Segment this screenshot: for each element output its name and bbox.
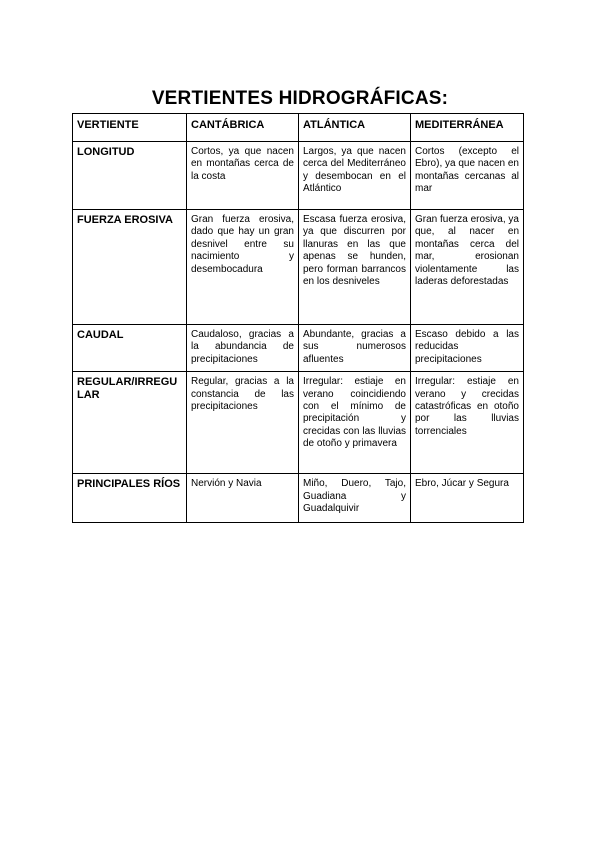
header-mediterranea: MEDITERRÁNEA: [411, 114, 524, 142]
table-cell: Abundante, gracias a sus numerosos afluentes: [299, 325, 411, 372]
table-cell: Irregular: estiaje en verano coincidiendo con el mínimo de precipitación y crecidas con las lluvias de otoño y primavera: [299, 372, 411, 474]
table-cell: Regular, gracias a la constancia de las precipitaciones: [187, 372, 299, 474]
table-cell: Cortos (excepto el Ebro), ya que nacen en montañas cercanas al mar: [411, 142, 524, 210]
table-row-longitud: [73, 142, 524, 210]
table-cell: Irregular: estiaje en verano y crecidas catastróficas en otoño por las lluvias torrenciales: [411, 372, 524, 474]
row-label: REGULAR/IRREGULAR: [73, 372, 187, 474]
header-cantabrica: CANTÁBRICA: [187, 114, 299, 142]
hydrography-table: [72, 113, 524, 523]
table-header-row: [73, 114, 524, 142]
table-cell: Caudaloso, gracias a la abundancia de precipitaciones: [187, 325, 299, 372]
table-row-caudal: [73, 325, 524, 372]
table-row-principales-rios: [73, 474, 524, 523]
table-cell: Escasa fuerza erosiva, ya que discurren por llanuras en las que apenas se hunden, pero forman barrancos en los desniveles: [299, 210, 411, 325]
header-vertiente: VERTIENTE: [73, 114, 187, 142]
table-cell: Escaso debido a las reducidas precipitaciones: [411, 325, 524, 372]
table-cell: Cortos, ya que nacen en montañas cerca de la costa: [187, 142, 299, 210]
table-cell: Gran fuerza erosiva, dado que hay un gran desnivel entre su nacimiento y desembocadura: [187, 210, 299, 325]
row-label: CAUDAL: [73, 325, 187, 372]
row-label: FUERZA EROSIVA: [73, 210, 187, 325]
table-cell: Gran fuerza erosiva, ya que, al nacer en montañas cerca del mar, erosionan violentamente las laderas deforestadas: [411, 210, 524, 325]
table-row-regular-irregular: [73, 372, 524, 474]
header-atlantica: ATLÁNTICA: [299, 114, 411, 142]
table-cell: Largos, ya que nacen cerca del Mediterráneo y desembocan en el Atlántico: [299, 142, 411, 210]
table-cell: Nervión y Navia: [187, 474, 299, 523]
row-label: PRINCIPALES RÍOS: [73, 474, 187, 523]
page-title: VERTIENTES HIDROGRÁFICAS:: [151, 88, 449, 109]
row-label: LONGITUD: [73, 142, 187, 210]
table-cell: Miño, Duero, Tajo, Guadiana y Guadalquivir: [299, 474, 411, 523]
table-cell: Ebro, Júcar y Segura: [411, 474, 524, 523]
table-row-fuerza-erosiva: [73, 210, 524, 325]
